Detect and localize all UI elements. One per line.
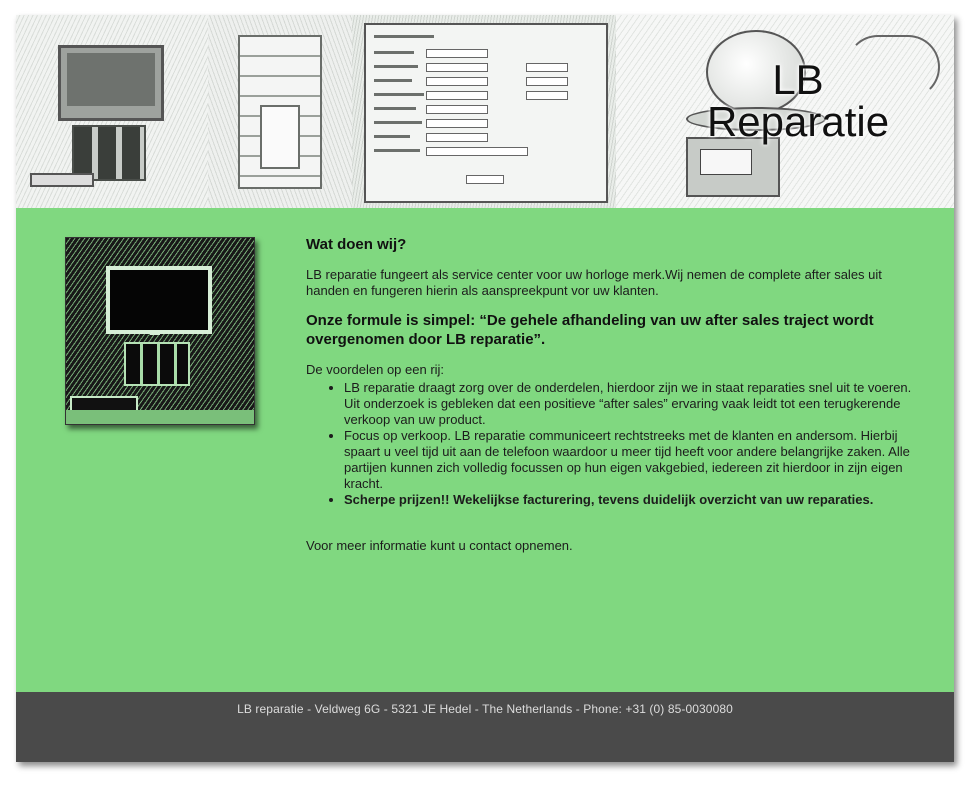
software-screen-sketch xyxy=(364,23,608,203)
advantages-list xyxy=(306,380,926,508)
banner-sketch-cabinet xyxy=(208,15,352,208)
section-heading: Wat doen wij? xyxy=(306,236,407,253)
footer xyxy=(16,692,954,762)
page xyxy=(16,15,954,762)
photo-tv xyxy=(106,266,212,334)
tester-device-sketch xyxy=(686,137,780,197)
showroom-photo xyxy=(65,237,255,425)
intro-paragraph: LB reparatie fungeert als service center voor uw horloge merk.Wij nemen de complete after sales uit handen en fungeren hierin als aanspreekpunt vor uw klanten. xyxy=(306,267,882,298)
footer-address: LB reparatie - Veldweg 6G - 5321 JE Hedel - The Netherlands - Phone: +31 (0) 85-0030080 xyxy=(237,702,733,716)
tv-sketch xyxy=(58,45,164,121)
formula-statement: Onze formule is simpel: “De gehele afhandeling van uw after sales traject wordt overgenomen door LB reparatie”. xyxy=(306,312,874,348)
cabinet-door-sketch xyxy=(260,105,300,169)
banner-sketch-showroom xyxy=(16,15,208,208)
photo-watch-display xyxy=(124,342,190,386)
site-logo-text xyxy=(688,56,908,145)
contact-note: Voor meer informatie kunt u contact opnemen. xyxy=(306,538,573,553)
shelf-sketch xyxy=(30,173,94,187)
list-item: • Focus op verkoop. LB reparatie communiceert rechtstreeks met de klanten en andersom. Hierbij spaart u veel tijd uit aan de telefoon waardoor u meer tijd heeft voor andere belangrijke zaken. Alle partijen kunnen zich volledig focussen op hun eigen vakgebied, iedereen zit hierdoor in zijn eigen kracht. xyxy=(344,428,926,492)
header-banner xyxy=(16,15,954,208)
list-item: • LB reparatie draagt zorg over de onderdelen, hierdoor zijn we in staat reparaties snel uit te voeren. Uit onderzoek is gebleken dat een positieve “after sales” ervaring vaak leidt tot een terugkerende verkoop van uw product. xyxy=(344,380,926,428)
banner-sketch-software xyxy=(352,15,616,208)
brand-line-1: LB xyxy=(772,56,824,103)
list-item: • Scherpe prijzen!! Wekelijkse facturering, tevens duidelijk overzicht van uw reparaties. xyxy=(344,492,926,508)
main-content xyxy=(306,235,926,554)
advantages-intro: De voordelen op een rij: xyxy=(306,362,445,377)
brand-line-2: Reparatie xyxy=(706,98,890,145)
